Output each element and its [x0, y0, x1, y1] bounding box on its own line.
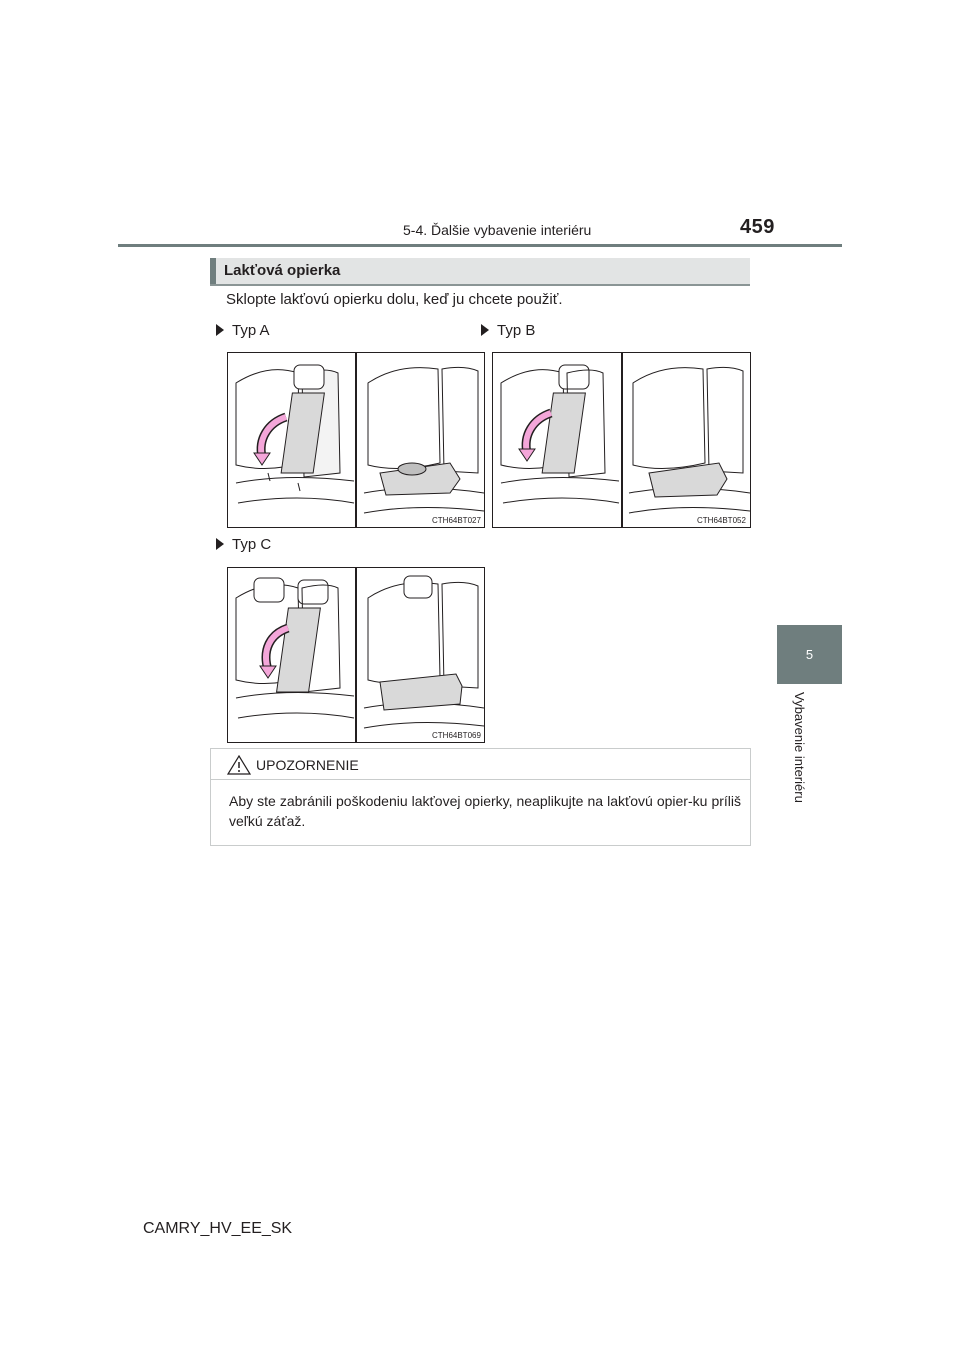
- caution-header: [211, 749, 750, 780]
- header-rule: [118, 244, 842, 247]
- page-number: 459: [740, 216, 775, 238]
- section-title: Lakťová opierka: [224, 262, 341, 279]
- armrest-type-b-image: [493, 353, 750, 527]
- chapter-title-vertical: Vybavenie interiéru: [792, 692, 807, 803]
- armrest-type-c-image: [228, 568, 484, 742]
- type-c-label: [216, 536, 271, 553]
- triangle-bullet-icon: [481, 324, 489, 336]
- type-b-label: [481, 322, 535, 339]
- chapter-tab: [777, 625, 842, 684]
- type-a-label: [216, 322, 270, 339]
- armrest-type-a-image: [228, 353, 484, 527]
- caution-label: UPOZORNENIE: [256, 757, 359, 773]
- caution-box: [210, 748, 751, 846]
- running-header-section: 5-4. Ďalšie vybavenie interiéru: [403, 222, 592, 238]
- illustration-type-c: [227, 567, 485, 743]
- image-code-a: CTH64BT027: [432, 516, 481, 525]
- footer-model: CAMRY_HV_EE_SK: [143, 1220, 293, 1237]
- warning-triangle-icon: [227, 755, 251, 775]
- intro-text: Sklopte lakťovú opierku dolu, keď ju chcete použiť.: [226, 291, 563, 308]
- caution-text: Aby ste zabránili poškodeniu lakťovej opierky, neaplikujte na lakťovú opier-ku príliš veľkú záťaž.: [229, 793, 741, 829]
- section-heading-bar: [210, 258, 216, 284]
- section-heading: [210, 258, 750, 286]
- type-c-text: Typ C: [232, 536, 272, 553]
- type-a-text: Typ A: [232, 322, 270, 339]
- type-b-text: Typ B: [497, 322, 536, 339]
- image-code-c: CTH64BT069: [432, 731, 481, 740]
- triangle-bullet-icon: [216, 324, 224, 336]
- chapter-number: 5: [805, 647, 814, 662]
- triangle-bullet-icon: [216, 538, 224, 550]
- illustration-type-b: [492, 352, 751, 528]
- illustration-type-a: [227, 352, 485, 528]
- image-code-b: CTH64BT052: [697, 516, 746, 525]
